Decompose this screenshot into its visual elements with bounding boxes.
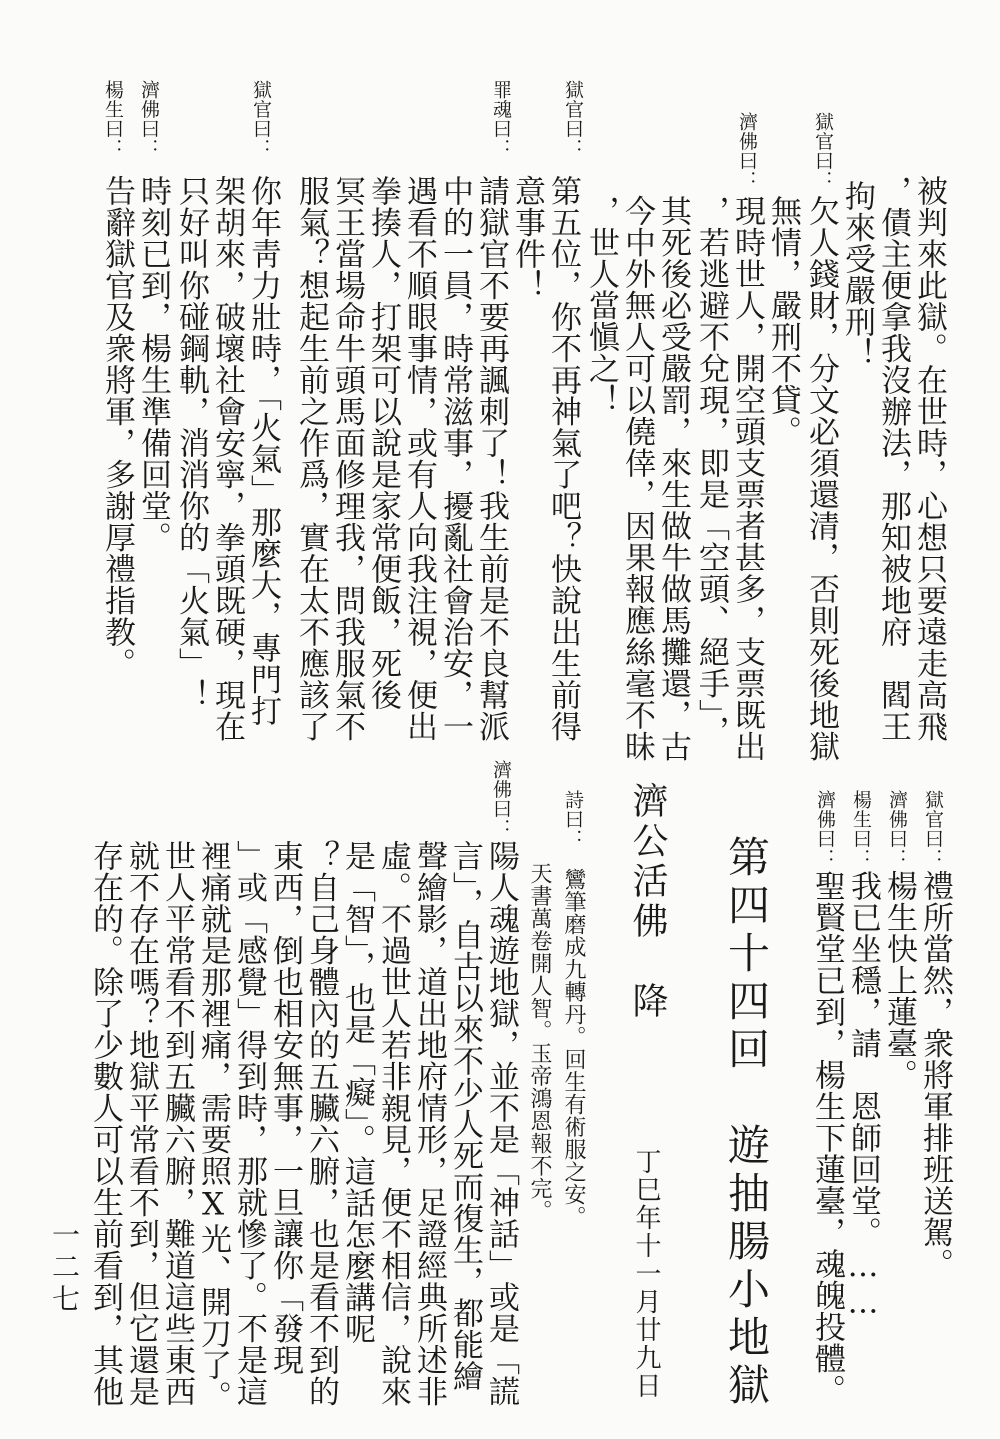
text-column: 拳揍人，打架可以說是家常便飯，死後 xyxy=(365,175,401,711)
text-column: 我已坐穩，請 恩師回堂。…… xyxy=(845,870,881,1321)
text-column: 只好叫你碰鋼軌，消消你的「火氣」！ xyxy=(173,175,209,711)
text-column: ？自己身體內的五臟六腑，也是看不到的 xyxy=(303,840,339,1407)
text-column: 第五位，你不再神氣了吧？快說出生前得 xyxy=(545,175,581,742)
text-column: 」或「感覺」得到時，那就慘了。不是這 xyxy=(231,840,267,1407)
text-column: 東西，倒也相安無事，一旦讓你「發現 xyxy=(267,840,303,1376)
speaker-label: 楊生曰： xyxy=(102,80,124,158)
text-column: 禮所當然，衆將軍排班送駕。 xyxy=(917,870,953,1280)
poem-line: 天書萬卷開人智。玉帝鴻恩報不完。 xyxy=(527,862,552,1222)
text-column: 遇看不順眼事情，或有人向我注視，便出 xyxy=(401,175,437,742)
speaker-label: 獄官曰： xyxy=(250,80,272,158)
speaker-label: 濟佛曰： xyxy=(886,790,908,868)
text-column: 其死後必受嚴罰，來生做牛做馬攤還，古 xyxy=(655,195,691,762)
text-column: 無情，嚴刑不貸。 xyxy=(765,195,801,447)
text-column: 拘來受嚴刑！ xyxy=(839,180,875,369)
text-column: 聲繪影，道出地府情形，足證經典所述非 xyxy=(411,840,447,1407)
text-column: ，世人當愼之！ xyxy=(583,195,619,416)
text-column: 楊生快上蓮臺。 xyxy=(881,870,917,1091)
speaker-label: 獄官曰： xyxy=(812,112,834,190)
text-column: 今中外無人可以僥倖，因果報應絲毫不昧 xyxy=(619,195,655,762)
text-column: 虛。不過世人若非親見，便不相信，說來 xyxy=(375,840,411,1407)
text-column: 你年靑力壯時，「火氣」那麼大，專門打 xyxy=(245,175,281,727)
text-column: ，若逃避不兌現，即是「空頭、絕手」， xyxy=(693,195,729,747)
text-column: 意事件！ xyxy=(509,175,545,301)
text-column: 裡痛就是那裡痛，需要照X光、開刀了。 xyxy=(195,840,231,1412)
text-column: 世人平常看不到五臟六腑，難道這些東西 xyxy=(159,840,195,1407)
text-column: 服氣？想起生前之作爲，實在太不應該了 xyxy=(293,175,329,742)
speaker-label: 濟佛曰： xyxy=(814,790,836,868)
text-column: 是「智」，也是「癡」。這話怎麼講呢 xyxy=(339,840,375,1345)
speaker-label: 濟佛曰： xyxy=(138,80,160,158)
speaker-label: 罪魂曰： xyxy=(490,80,512,158)
speaker-label: 獄官曰： xyxy=(922,790,944,868)
poem-line: 鸞筆磨成九轉丹。回生有術服之安。 xyxy=(561,868,586,1228)
text-column: 告辭獄官及衆將軍，多謝厚禮指教。 xyxy=(99,175,135,679)
text-column: 冥王當場命牛頭馬面修理我，問我服氣不 xyxy=(329,175,365,742)
page-number: 一二七 xyxy=(48,1220,81,1316)
text-column: 存在的。除了少數人可以生前看到，其他 xyxy=(87,840,123,1407)
text-column: 請獄官不要再諷刺了！我生前是不良幫派 xyxy=(473,175,509,742)
text-column: 聖賢堂已到，楊生下蓮臺，魂魄投體。 xyxy=(809,870,845,1406)
text-column: 被判來此獄。在世時，心想只要遠走高飛 xyxy=(911,175,947,742)
speaker-label: 獄官曰： xyxy=(562,80,584,158)
text-column: 架胡來，破壞社會安寧，拳頭既硬，現在 xyxy=(209,175,245,742)
text-column: 欠人錢財，分文必須還清，否則死後地獄 xyxy=(803,195,839,762)
deity-descend-line: 濟公活佛 降 xyxy=(627,782,668,1022)
speaker-label: 詩曰： xyxy=(562,790,584,849)
text-column: 陽人魂遊地獄，並不是「神話」或是「謊 xyxy=(483,840,519,1407)
text-column: 就不存在嗎？地獄平常看不到，但它還是 xyxy=(123,840,159,1407)
text-column: 時刻已到，楊生準備回堂。 xyxy=(135,175,171,553)
date-line: 丁巳年十一月廿九日 xyxy=(631,1148,661,1400)
text-column: 言」，自古以來不少人死而復生，都能繪 xyxy=(447,840,483,1392)
speaker-label: 濟佛曰： xyxy=(736,112,758,190)
text-column: 中的一員，時常滋事，擾亂社會治安，一 xyxy=(437,175,473,742)
speaker-label: 濟佛曰： xyxy=(490,760,512,838)
speaker-label: 楊生曰： xyxy=(850,790,872,868)
text-column: 現時世人，開空頭支票者甚多，支票既出 xyxy=(729,195,765,762)
chapter-title: 第四十四回 遊抽腸小地獄 xyxy=(722,835,771,1411)
text-column: ，債主便拿我沒辦法，那知被地府 閻王 xyxy=(875,175,911,742)
